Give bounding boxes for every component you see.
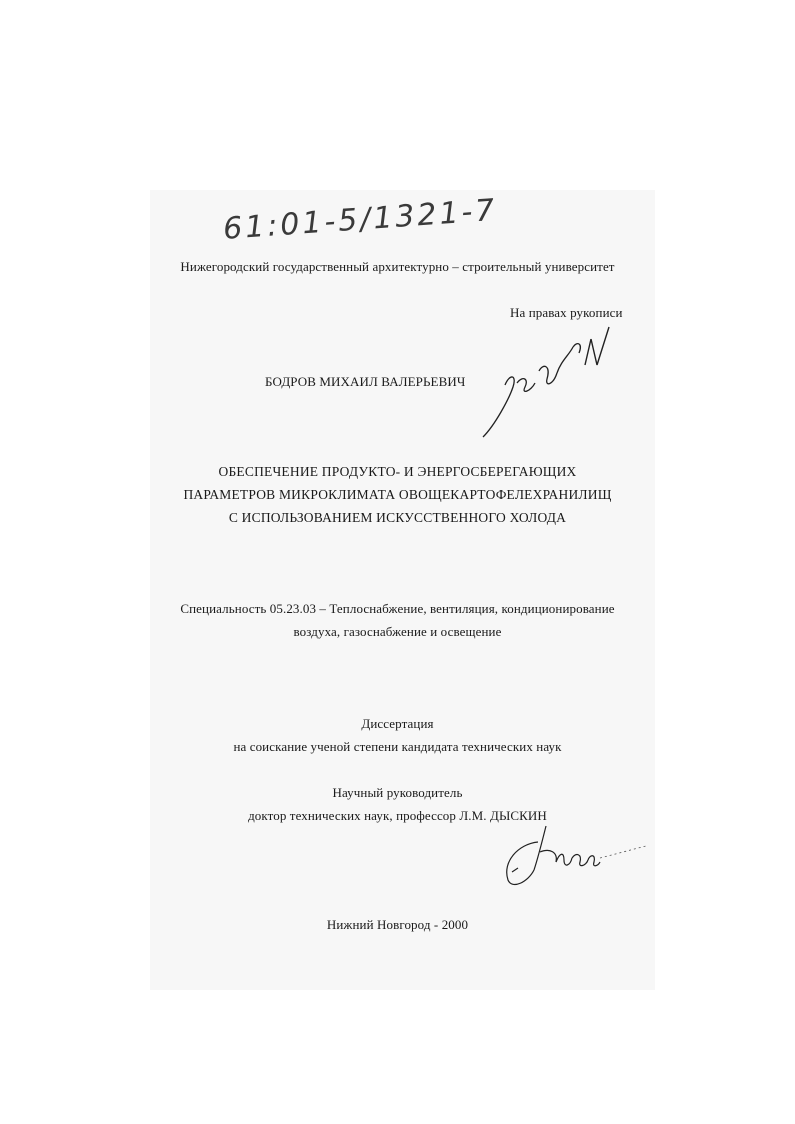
place-and-year: Нижний Новгород - 2000 [326,917,469,932]
specialty-line-1: Специальность 05.23.03 – Теплоснабжение, вентиляция, кондиционирование [180,601,615,616]
archive-number-handwritten: 61:01-5/1321-7 [222,192,499,247]
author-signature [465,325,615,445]
supervisor-label: Научный руководитель [332,785,463,800]
supervisor-name: доктор технических наук, профессор Л.М. ДЫСКИН [248,808,547,823]
work-type: Диссертация [361,716,434,731]
rights-note: На правах рукописи [510,305,623,320]
university-name: Нижегородский государственный архитектурно – строительный университет [180,259,615,274]
author-name: БОДРОВ МИХАИЛ ВАЛЕРЬЕВИЧ [265,374,466,389]
title-line-2: ПАРАМЕТРОВ МИКРОКЛИМАТА ОВОЩЕКАРТОФЕЛЕХРАНИЛИЩ [183,487,612,502]
supervisor-signature [498,822,648,897]
degree-line: на соискание ученой степени кандидата технических наук [233,739,562,754]
title-line-3: С ИСПОЛЬЗОВАНИЕМ ИСКУССТВЕННОГО ХОЛОДА [228,510,567,525]
specialty-line-2: воздуха, газоснабжение и освещение [293,624,502,639]
title-line-1: ОБЕСПЕЧЕНИЕ ПРОДУКТО- И ЭНЕРГОСБЕРЕГАЮЩИХ [218,464,577,479]
